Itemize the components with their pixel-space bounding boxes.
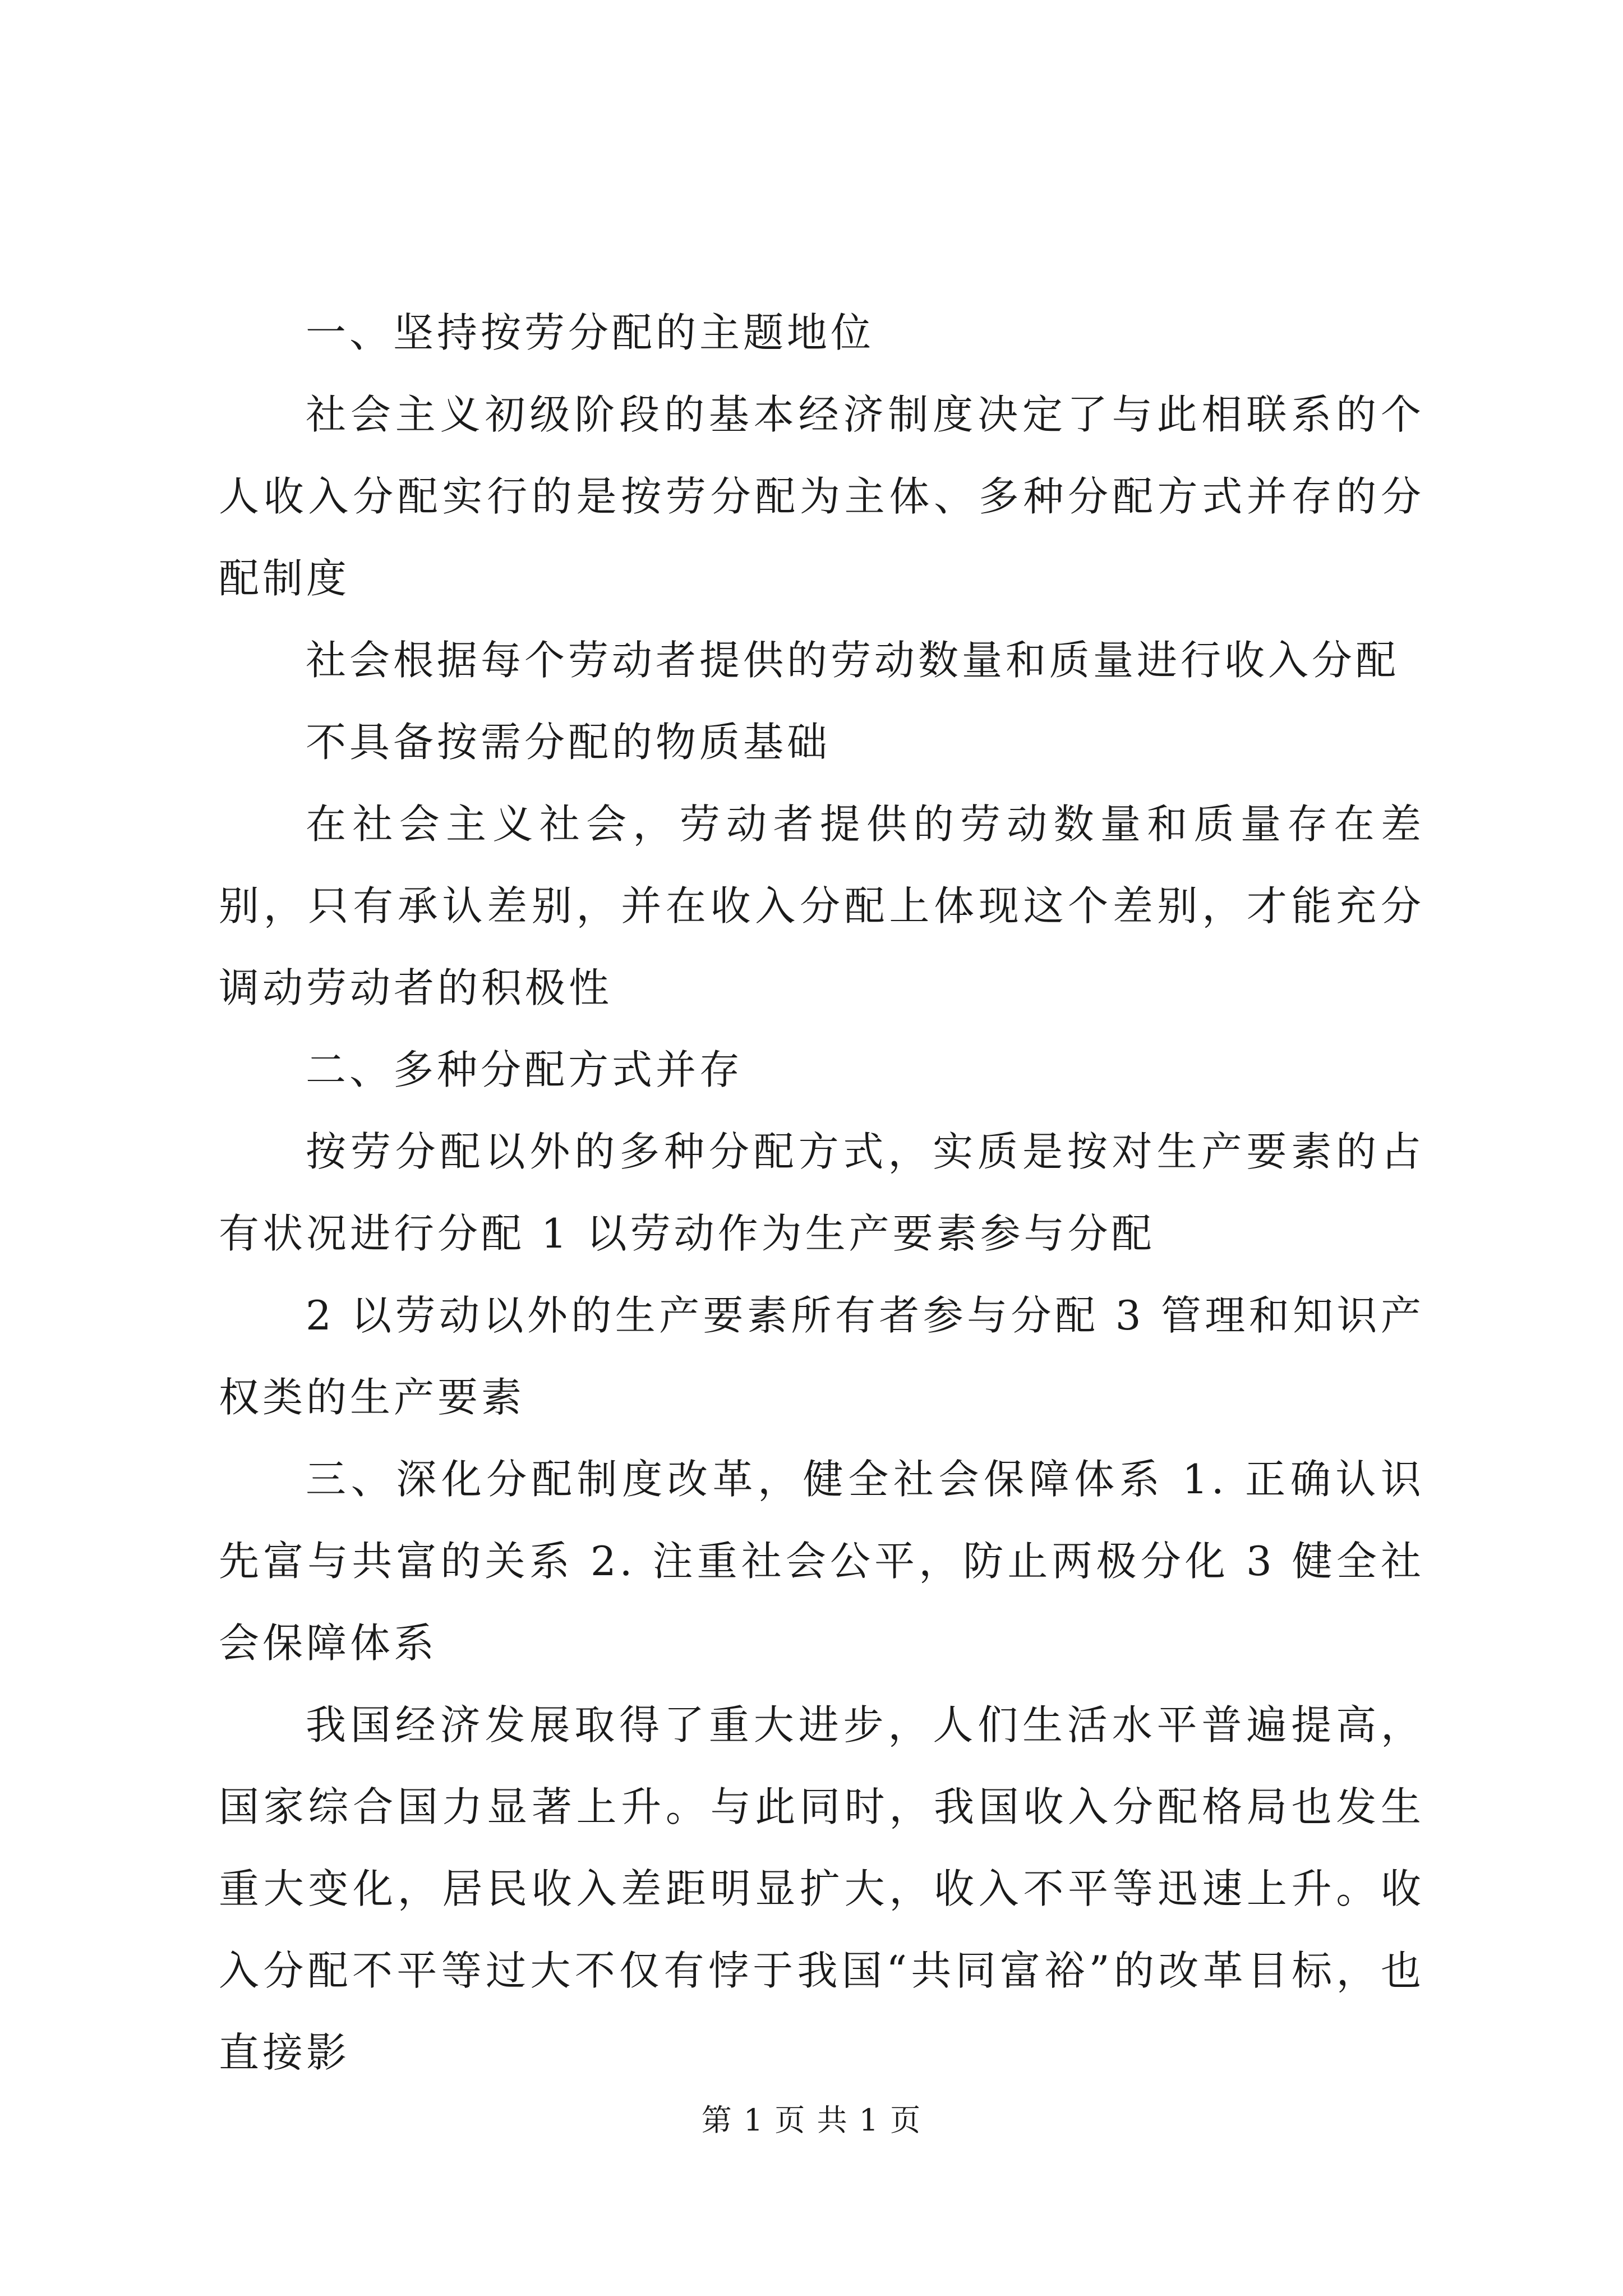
document-body: [219, 292, 1424, 2093]
paragraph: 不具备按需分配的物质基础: [306, 719, 831, 766]
section-heading-3: 三、深化分配制度改革，健全社会保障体系 1. 正确认识先富与共富的关系 2. 注重社会公平，防止两极分化 3 健全社会保障体系: [219, 1456, 1424, 1667]
paragraph: 2 以劳动以外的生产要素所有者参与分配 3 管理和知识产权类的生产要素: [219, 1292, 1424, 1421]
page-footer: 第 1 页 共 1 页: [701, 2102, 922, 2138]
paragraph: 按劳分配以外的多种分配方式，实质是按对生产要素的占有状况进行分配 1 以劳动作为生产要素参与分配: [219, 1128, 1424, 1257]
paragraph: 我国经济发展取得了重大进步，人们生活水平普遍提高，国家综合国力显著上升。与此同时，我国收入分配格局也发生重大变化，居民收入差距明显扩大，收入不平等迅速上升。收入分配不平等过大不仅有悖于我国“共同富裕”的改革目标，也直接影: [219, 1701, 1424, 2076]
section-heading-2: 二、多种分配方式并存: [306, 1046, 744, 1093]
paragraph: 社会主义初级阶段的基本经济制度决定了与此相联系的个人收入分配实行的是按劳分配为主体、多种分配方式并存的分配制度: [219, 391, 1424, 602]
section-heading-1: 一、坚持按劳分配的主题地位: [306, 309, 875, 356]
paragraph: 在社会主义社会，劳动者提供的劳动数量和质量存在差别，只有承认差别，并在收入分配上体现这个差别，才能充分调动劳动者的积极性: [219, 800, 1424, 1011]
paragraph: 社会根据每个劳动者提供的劳动数量和质量进行收入分配: [306, 637, 1400, 684]
